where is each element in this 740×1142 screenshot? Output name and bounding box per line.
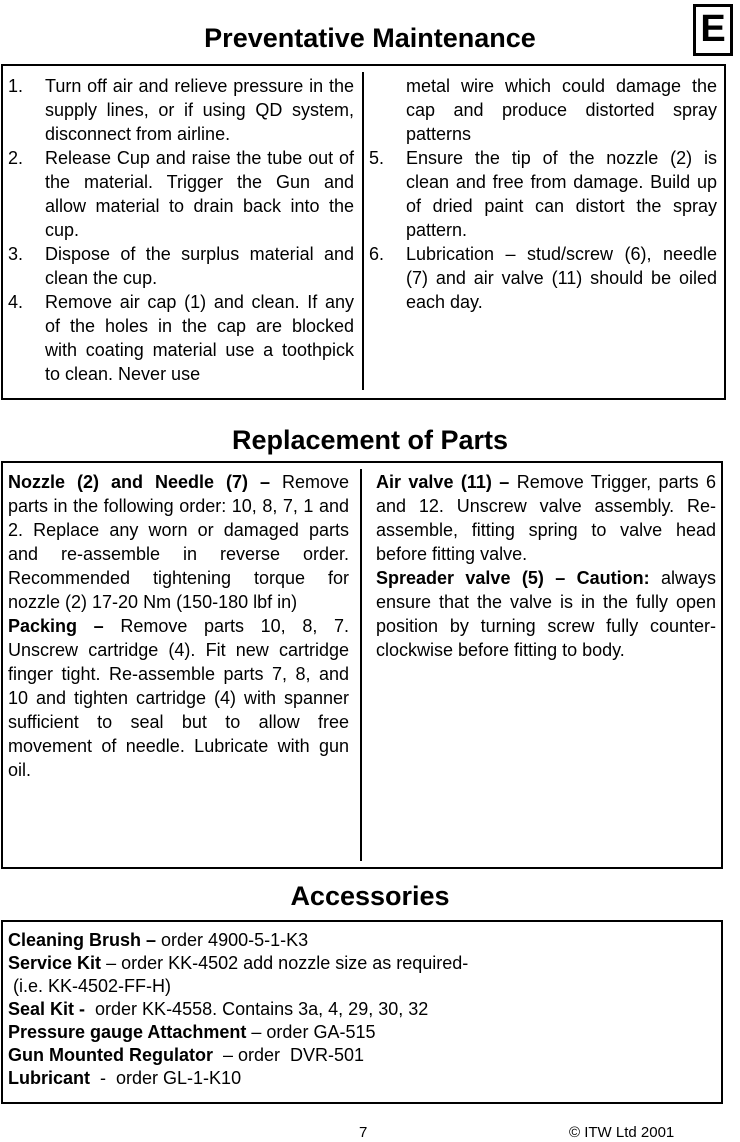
maintenance-step-6: 6. Lubrication – stud/screw (6), needle (7) and air valve (11) should be oiled each day. — [369, 244, 717, 312]
maintenance-step-3: 3. Dispose of the surplus material and clean the cup. — [8, 244, 354, 288]
replacement-right-column — [376, 470, 716, 662]
accessory-lubricant: Lubricant - order GL-1-K10 — [8, 1068, 242, 1088]
replacement-packing: Packing – Remove parts 10, 8, 7. Unscrew cartridge (4). Fit new cartridge finger tight. Re-assemble parts 7, 8, and 10 and tighten cartridge (4) with spanner sufficient to seal but to allow free movement of needle. Lubricate with gun oil. — [8, 616, 349, 780]
maintenance-right-column — [369, 74, 717, 314]
accessory-service-kit-example: (i.e. KK-4502-FF-H) — [8, 976, 172, 996]
maintenance-step-4-continued: metal wire which could damage the cap and produce distorted spray patterns — [406, 76, 717, 144]
maintenance-step-5: 5. Ensure the tip of the nozzle (2) is clean and free from damage. Build up of dried paint can distort the spray pattern. — [369, 148, 717, 240]
accessory-cleaning-brush: Cleaning Brush – order 4900-5-1-K3 — [8, 930, 309, 950]
accessory-seal-kit: Seal Kit - order KK-4558. Contains 3a, 4, 29, 30, 32 — [8, 999, 429, 1019]
replacement-air-valve: Air valve (11) – Remove Trigger, parts 6 and 12. Unscrew valve assembly. Re-assemble, fitting spring to valve head before fitting valve. — [376, 472, 716, 564]
page-number: 7 — [359, 1124, 368, 1141]
copyright: © ITW Ltd 2001 — [569, 1124, 675, 1141]
replacement-left-column — [8, 470, 349, 782]
section-badge: E — [693, 4, 733, 56]
accessory-service-kit: Service Kit – order KK-4502 add nozzle size as required- — [8, 953, 469, 973]
replacement-title: Replacement of Parts — [231, 425, 509, 455]
replacement-nozzle-needle: Nozzle (2) and Needle (7) – Remove parts in the following order: 10, 8, 7, 1 and 2. Replace any worn or damaged parts and re-assemble in reverse order. Recommended tightening torque for nozzle (2) 17-20 Nm (150-180 lbf in) — [8, 472, 349, 612]
maintenance-title: Preventative Maintenance — [204, 23, 536, 53]
replacement-divider — [360, 469, 362, 861]
maintenance-left-column — [8, 74, 354, 386]
maintenance-step-4: 4. Remove air cap (1) and clean. If any of the holes in the cap are blocked with coating material use a toothpick to clean. Never use — [8, 292, 354, 384]
maintenance-divider — [362, 72, 364, 390]
accessories-title: Accessories — [290, 881, 450, 911]
accessories-list — [8, 929, 468, 1090]
accessory-gun-regulator: Gun Mounted Regulator – order DVR-501 — [8, 1045, 365, 1065]
accessory-pressure-gauge: Pressure gauge Attachment – order GA-515 — [8, 1022, 376, 1042]
maintenance-step-2: 2. Release Cup and raise the tube out of the material. Trigger the Gun and allow material to drain back into the cup. — [8, 148, 354, 240]
maintenance-step-1: 1. Turn off air and relieve pressure in the supply lines, or if using QD system, disconnect from airline. — [8, 76, 354, 144]
replacement-spreader-valve: Spreader valve (5) – Caution: always ensure that the valve is in the fully open position by turning screw fully counter-clockwise before fitting to body. — [376, 568, 716, 660]
